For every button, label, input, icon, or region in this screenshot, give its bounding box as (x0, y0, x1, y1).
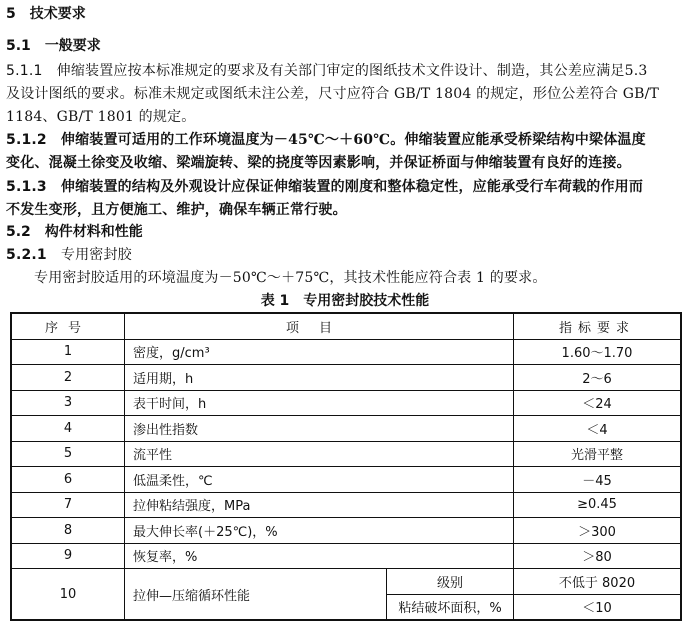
section-number: 5.1 (6, 38, 31, 54)
header-item: 项目 (125, 313, 514, 339)
section-title: 构件材料和性能 (44, 224, 143, 240)
table-row (11, 467, 681, 493)
clause-number: 5.2.1 (6, 247, 47, 263)
clause-text: 伸缩装置应按本标准规定的要求及有关部门审定的图纸技术文件设计、制造，其公差应满足5.3 (56, 63, 648, 79)
row-item: 表干时间，h (125, 390, 514, 416)
clause-5-1-1-line-1 (6, 61, 648, 81)
clause-number: 5.1.1 (6, 63, 43, 79)
row-item: 拉伸粘结强度，MPa (125, 492, 514, 518)
section-5-heading (6, 4, 86, 24)
section-title: 一般要求 (44, 38, 101, 54)
row-spec: ＜10 (514, 594, 682, 620)
clause-title: 专用密封胶 (60, 247, 132, 263)
row-item: 流平性 (125, 441, 514, 467)
row-number: 8 (11, 518, 125, 544)
row-number: 9 (11, 543, 125, 569)
table-row (11, 543, 681, 569)
clause-5-1-3-line-1 (6, 177, 643, 197)
clause-5-1-2-line-2: 变化、混凝土徐变及收缩、梁端旋转、梁的挠度等因素影响，并保证桥面与伸缩装置有良好的连接。 (6, 155, 631, 171)
row-spec: 不低于 8020 (514, 569, 682, 595)
clause-number: 5.1.3 (6, 179, 47, 195)
table-caption: 表 1 专用密封胶技术性能 (260, 293, 430, 309)
clause-5-2-1-heading (6, 245, 132, 265)
clause-5-1-1-line-3: 1184、GB/T 1801 的规定。 (6, 109, 196, 125)
row-item: 最大伸长率(＋25℃)，% (125, 518, 514, 544)
row-item: 拉伸—压缩循环性能 (125, 569, 387, 621)
clause-5-1-1-line-2: 及设计图纸的要求。标准未规定或图纸未注公差，尺寸应符合 GB/T 1804 的规定，形位公差符合 GB/T (6, 86, 660, 102)
header-no: 序号 (11, 313, 125, 339)
row-item: 低温柔性，℃ (125, 467, 514, 493)
clause-number: 5.1.2 (6, 132, 47, 148)
table-row (11, 416, 681, 442)
row-spec: 1.60～1.70 (514, 339, 682, 365)
header-spec: 指标要求 (514, 313, 682, 339)
clause-text: 伸缩装置的结构及外观设计应保证伸缩装置的刚度和整体稳定性，应能承受行车荷载的作用而 (60, 179, 644, 195)
row-item: 恢复率，% (125, 543, 514, 569)
table-row (11, 569, 681, 595)
clause-5-1-2-line-1 (6, 130, 646, 150)
row-subitem: 粘结破坏面积，% (387, 594, 514, 620)
table-row (11, 365, 681, 391)
row-number: 7 (11, 492, 125, 518)
row-spec: ≥0.45 (514, 492, 682, 518)
table-row (11, 339, 681, 365)
clause-text: 伸缩装置可适用的工作环境温度为－45℃～＋60℃。伸缩装置应能承受桥梁结构中梁体温度 (60, 132, 646, 148)
row-number: 6 (11, 467, 125, 493)
section-title: 技术要求 (29, 6, 86, 22)
row-spec: ＜24 (514, 390, 682, 416)
table-row (11, 441, 681, 467)
row-spec: －45 (514, 467, 682, 493)
table-row (11, 518, 681, 544)
row-number: 10 (11, 569, 125, 621)
sealant-spec-table (10, 312, 682, 621)
clause-5-1-3-line-2: 不发生变形，且方便施工、维护，确保车辆正常行驶。 (6, 202, 347, 218)
row-number: 4 (11, 416, 125, 442)
section-5-1-heading (6, 36, 101, 56)
row-spec: ＞80 (514, 543, 682, 569)
clause-5-2-1-text: 专用密封胶适用的环境温度为－50℃～＋75℃，其技术性能应符合表 1 的要求。 (34, 270, 547, 286)
table-body (11, 339, 681, 620)
row-spec: 2～6 (514, 365, 682, 391)
row-spec: ＜4 (514, 416, 682, 442)
row-number: 3 (11, 390, 125, 416)
row-item: 密度，g/cm³ (125, 339, 514, 365)
row-item: 渗出性指数 (125, 416, 514, 442)
section-5-2-heading (6, 222, 143, 242)
row-number: 1 (11, 339, 125, 365)
section-number: 5.2 (6, 224, 31, 240)
table-header-row (11, 313, 681, 339)
table-row (11, 492, 681, 518)
row-number: 5 (11, 441, 125, 467)
section-number: 5 (6, 6, 16, 22)
row-number: 2 (11, 365, 125, 391)
row-item: 适用期，h (125, 365, 514, 391)
row-spec: ＞300 (514, 518, 682, 544)
row-subitem: 级别 (387, 569, 514, 595)
table-row (11, 390, 681, 416)
row-spec: 光滑平整 (514, 441, 682, 467)
